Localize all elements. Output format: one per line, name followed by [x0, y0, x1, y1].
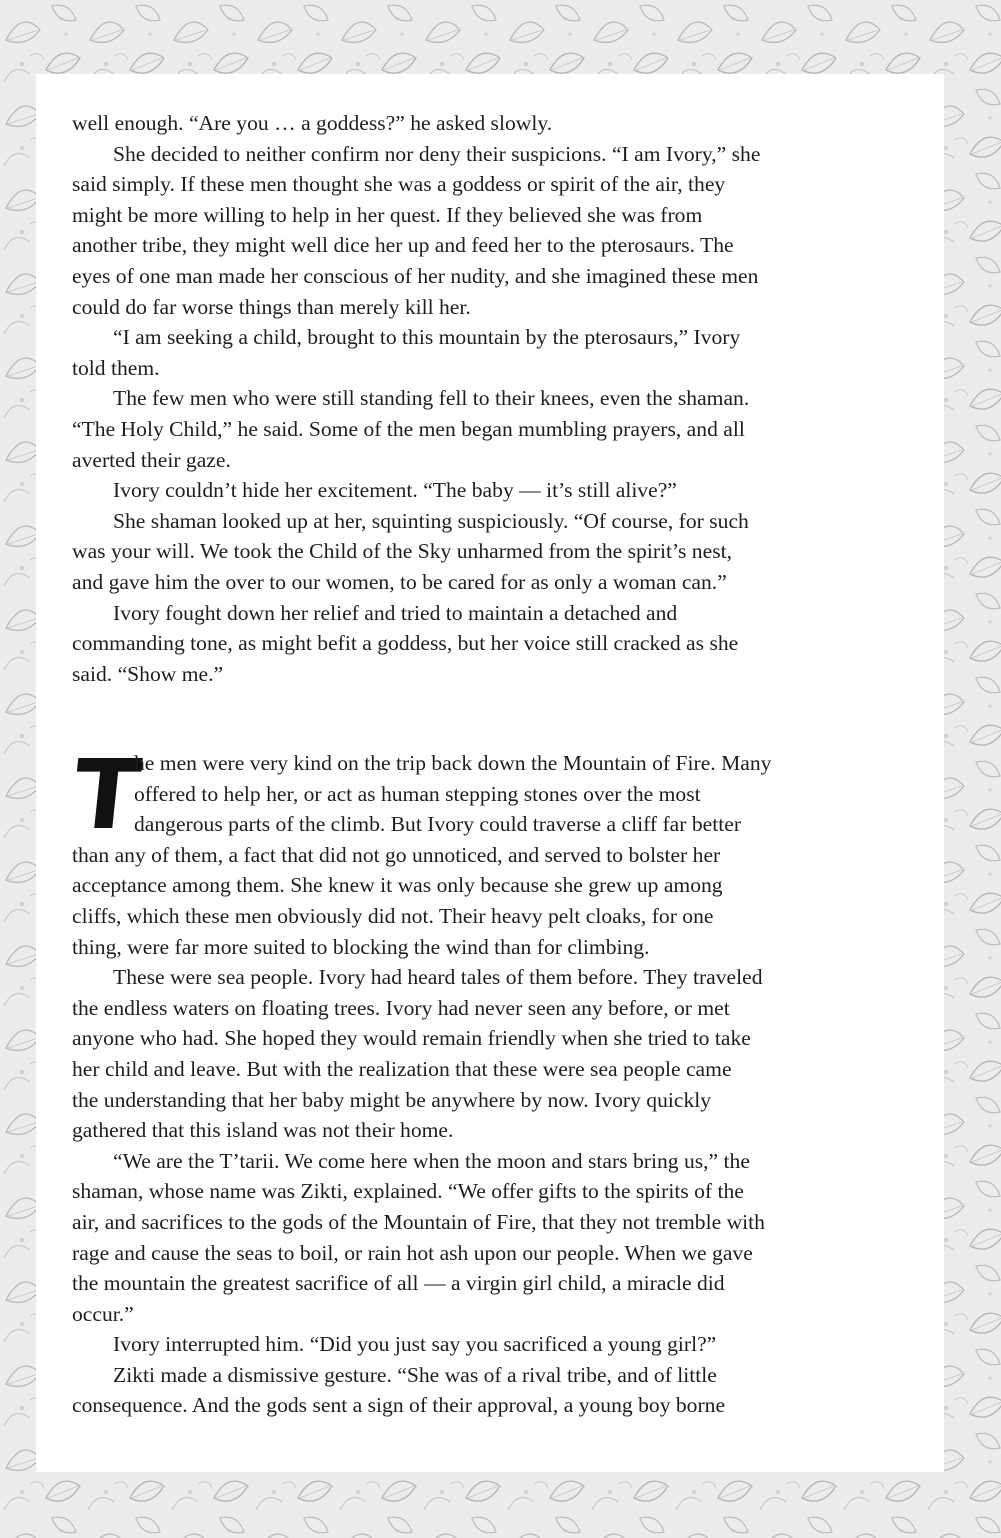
text-line: She decided to neither confirm nor deny their suspicions. “I am Ivory,” she: [113, 141, 761, 166]
text-line: said. “Show me.”: [72, 661, 224, 686]
text-line: said simply. If these men thought she was a goddess or spirit of the air, they: [72, 172, 726, 197]
text-line: acceptance among them. She knew it was only because she grew up among: [72, 873, 723, 898]
text-block-new-section: [72, 748, 912, 1421]
text-line: “I am seeking a child, brought to this mountain by the pterosaurs,” Ivory: [113, 325, 741, 350]
text-line: well enough. “Are you … a goddess?” he asked slowly.: [72, 111, 553, 135]
text-line: Ivory couldn’t hide her excitement. “The baby — it’s still alive?”: [113, 478, 677, 503]
drop-cap: T: [68, 739, 146, 851]
text-line: her child and leave. But with the realization that these were sea people came: [72, 1056, 732, 1081]
text-line: The few men who were still standing fell to their knees, even the shaman.: [113, 386, 750, 411]
text-line: occur.”: [72, 1301, 134, 1326]
text-line: offered to help her, or act as human stepping stones over the most: [134, 781, 701, 806]
text-line: the mountain the greatest sacrifice of all — a virgin girl child, a miracle did: [72, 1271, 725, 1296]
text-line: told them.: [72, 355, 160, 380]
text-line: anyone who had. She hoped they would remain friendly when she tried to take: [72, 1026, 751, 1051]
text-line: the endless waters on floating trees. Ivory had never seen any before, or met: [72, 995, 730, 1020]
text-line: Zikti made a dismissive gesture. “She was of a rival tribe, and of little: [113, 1362, 717, 1387]
text-line: “The Holy Child,” he said. Some of the men began mumbling prayers, and all: [72, 416, 745, 441]
text-line: another tribe, they might well dice her up and feed her to the pterosaurs. The: [72, 233, 734, 258]
text-line: “We are the T’tarii. We come here when the moon and stars bring us,” the: [113, 1148, 750, 1173]
text-line: the understanding that her baby might be anywhere by now. Ivory quickly: [72, 1087, 712, 1112]
text-line: air, and sacrifices to the gods of the Mountain of Fire, that they not tremble with: [72, 1209, 765, 1234]
text-line: commanding tone, as might befit a goddess, but her voice still cracked as she: [72, 631, 739, 656]
text-line: was your will. We took the Child of the Sky unharmed from the spirit’s nest,: [72, 539, 732, 564]
text-line: shaman, whose name was Zikti, explained. “We offer gifts to the spirits of the: [72, 1179, 744, 1204]
text-line: might be more willing to help in her quest. If they believed she was from: [72, 202, 703, 227]
text-line: could do far worse things than merely kill her.: [72, 294, 471, 319]
text-line: consequence. And the gods sent a sign of their approval, a young boy borne: [72, 1393, 726, 1418]
text-line: eyes of one man made her conscious of her nudity, and she imagined these men: [72, 263, 759, 288]
text-line: than any of them, a fact that did not go unnoticed, and served to bolster her: [72, 842, 721, 867]
text-line: cliffs, which these men obviously did not. Their heavy pelt cloaks, for one: [72, 903, 714, 928]
text-line: She shaman looked up at her, squinting suspiciously. “Of course, for such: [113, 508, 749, 533]
text-line: thing, were far more suited to blocking the wind than for climbing.: [72, 934, 650, 959]
text-line: gathered that this island was not their home.: [72, 1118, 454, 1143]
text-line: rage and cause the seas to boil, or rain hot ash upon our people. When we gave: [72, 1240, 753, 1265]
text-block-continuation: [72, 108, 912, 689]
text-line: Ivory fought down her relief and tried to maintain a detached and: [113, 600, 678, 625]
text-line: averted their gaze.: [72, 447, 231, 472]
text-line: he men were very kind on the trip back down the Mountain of Fire. Many: [134, 751, 772, 775]
text-line: dangerous parts of the climb. But Ivory could traverse a cliff far better: [134, 812, 742, 837]
text-line: and gave him the over to our women, to be cared for as only a woman can.”: [72, 569, 727, 594]
text-line: These were sea people. Ivory had heard tales of them before. They traveled: [113, 965, 763, 990]
text-line: Ivory interrupted him. “Did you just say you sacrificed a young girl?”: [113, 1332, 717, 1357]
